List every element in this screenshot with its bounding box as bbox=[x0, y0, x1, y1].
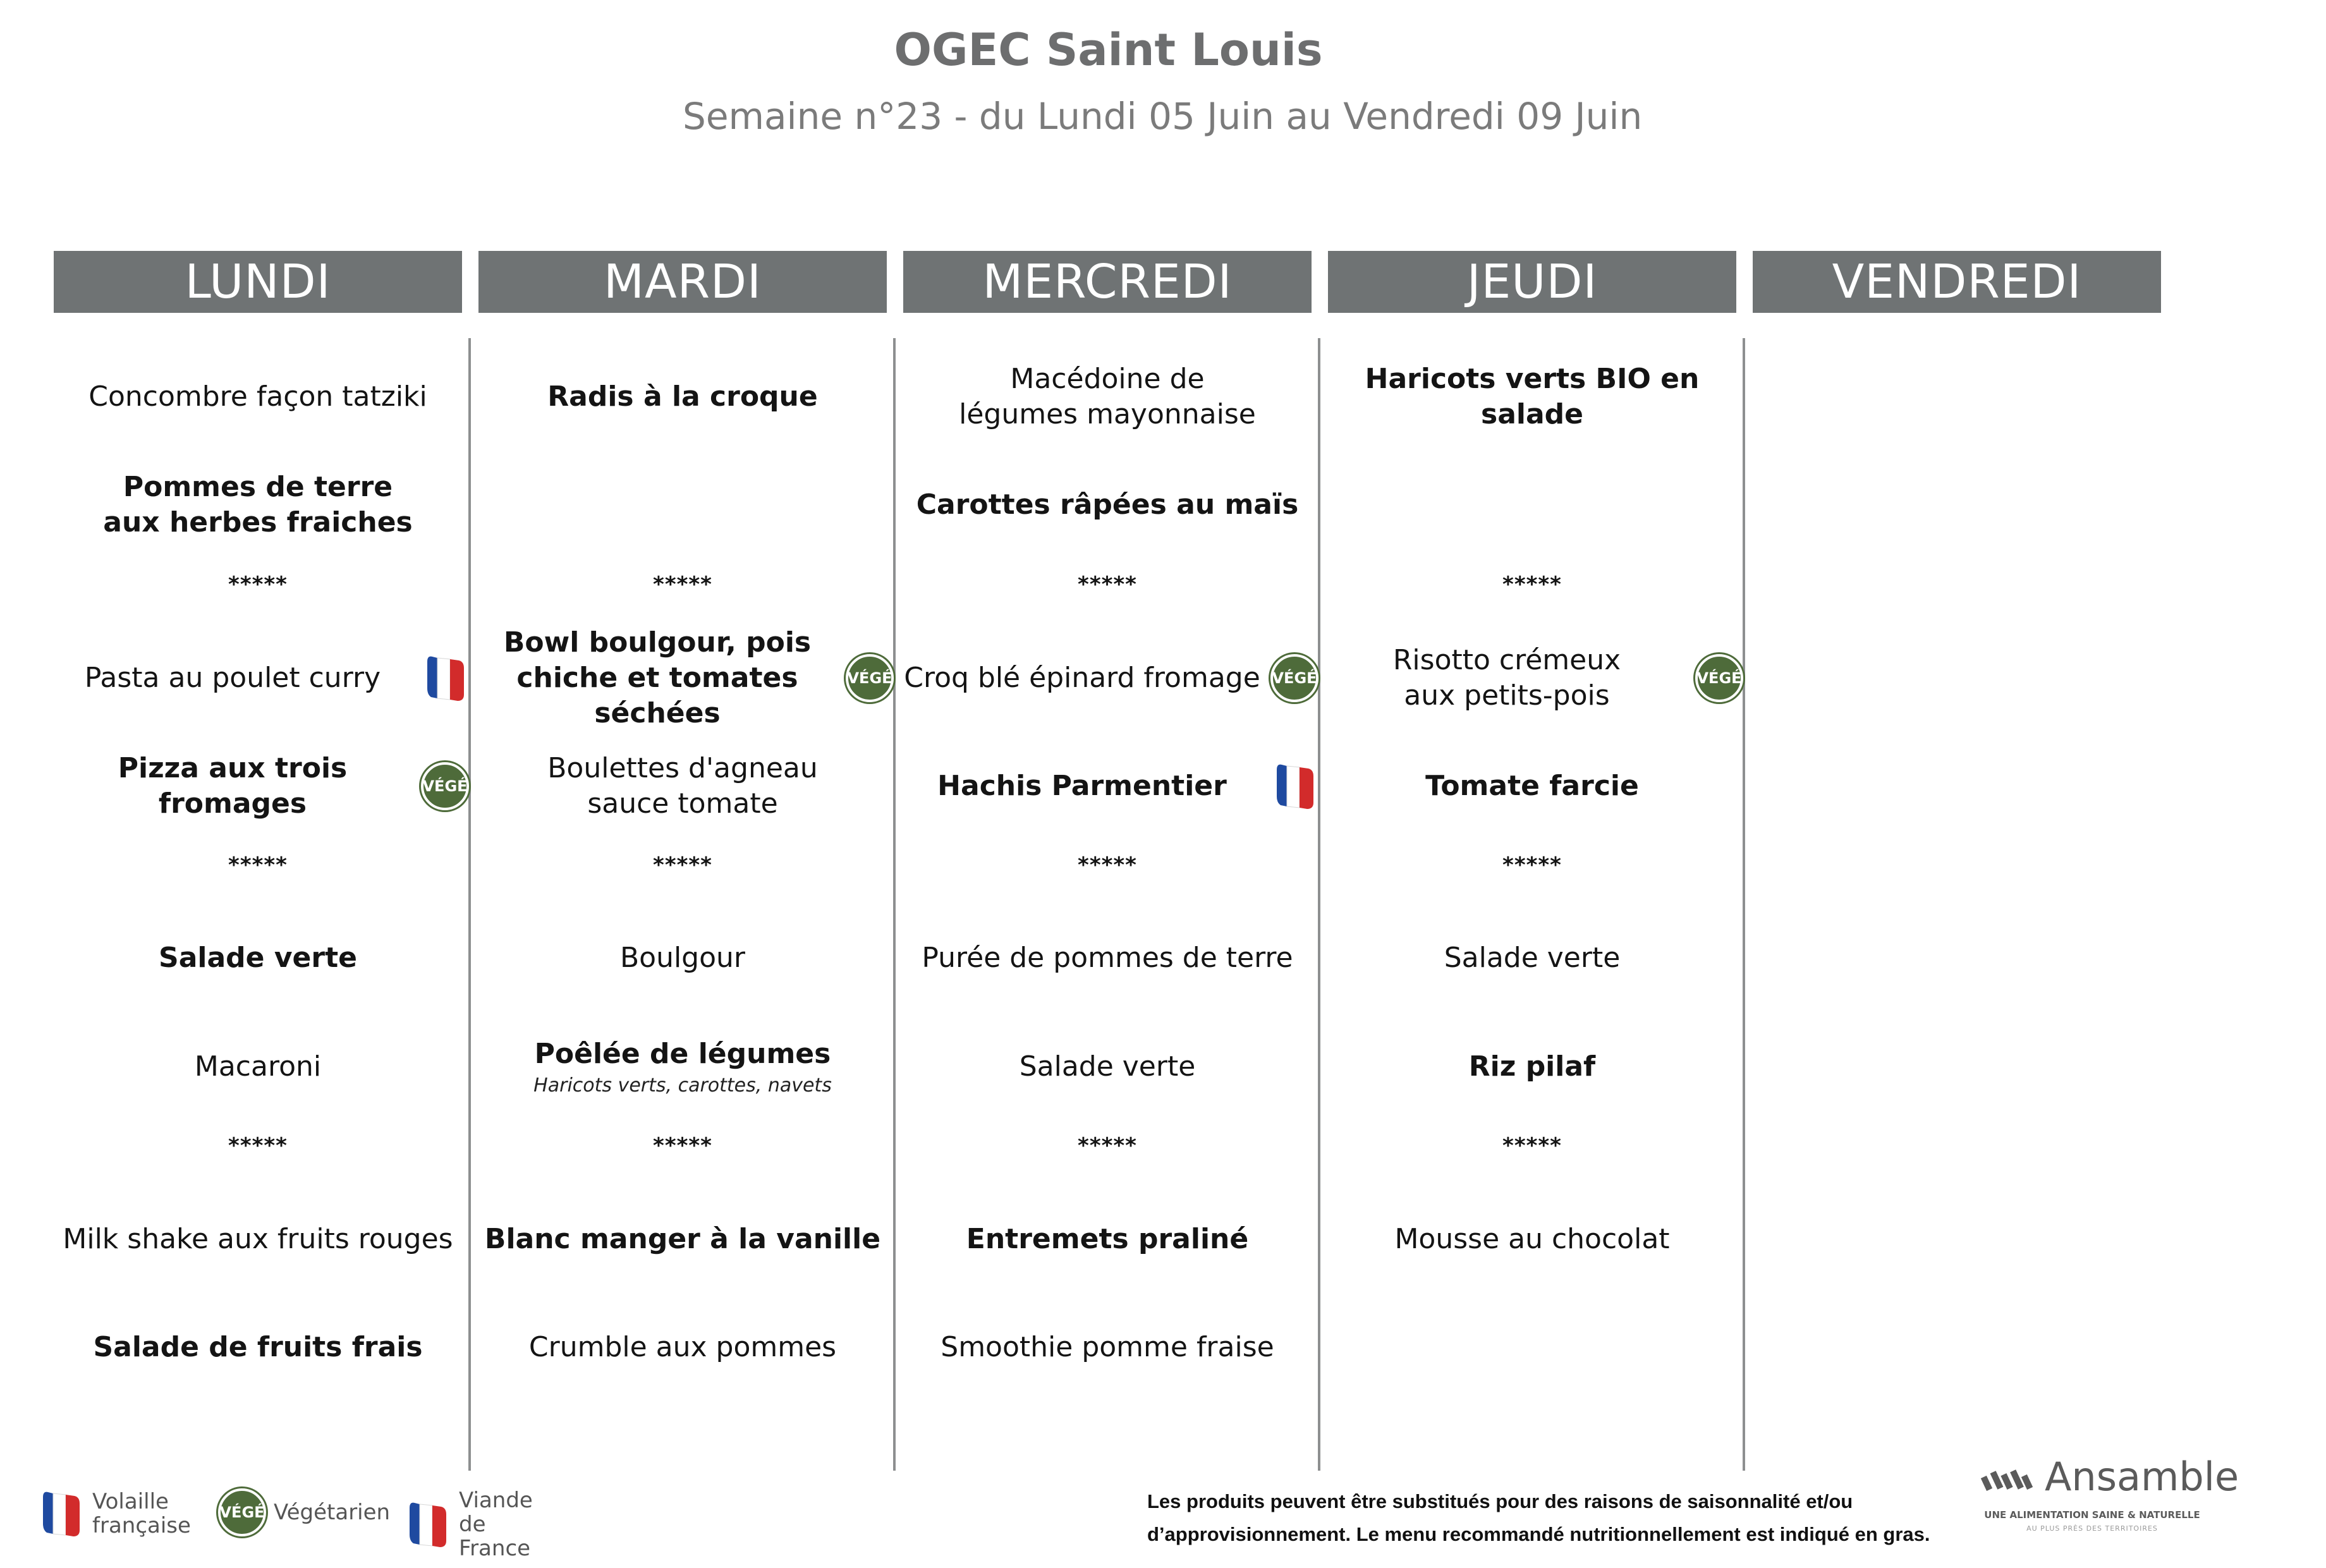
separator-stars: ***** bbox=[653, 853, 712, 878]
menu-item bbox=[894, 1192, 1321, 1287]
separator-stars: ***** bbox=[228, 572, 288, 597]
separator-stars: ***** bbox=[653, 1133, 712, 1158]
menu-item bbox=[44, 631, 472, 726]
menu-item-label: Risotto crémeux aux petits-pois bbox=[1392, 644, 1621, 712]
flag-icon bbox=[1272, 761, 1318, 811]
menu-item-label: Smoothie pomme fraise bbox=[941, 1331, 1274, 1363]
menu-item-label: Poêlée de légumes bbox=[534, 1038, 831, 1070]
course-separator bbox=[894, 1098, 1321, 1193]
menu-item-label: Blanc manger à la vanille bbox=[484, 1223, 881, 1255]
separator-stars: ***** bbox=[653, 572, 712, 597]
legend-item bbox=[218, 1488, 390, 1536]
day-header-lundi: LUNDI bbox=[54, 251, 462, 313]
menu-item-label: Concombre façon tatziki bbox=[88, 380, 427, 413]
menu-item-label: Salade verte bbox=[1444, 942, 1621, 974]
menu-item-label: Salade de fruits frais bbox=[93, 1331, 423, 1363]
menu-item bbox=[1318, 349, 1746, 444]
day-column-vendredi bbox=[1743, 338, 2171, 1471]
menu-item-label: Bowl boulgour, pois chiche et tomates séchées bbox=[503, 626, 812, 729]
legend-item bbox=[405, 1488, 533, 1560]
separator-stars: ***** bbox=[1078, 1133, 1137, 1158]
menu-item bbox=[44, 1300, 472, 1395]
course-separator bbox=[44, 818, 472, 913]
day-column-mardi bbox=[469, 338, 896, 1471]
menu-item bbox=[1318, 1192, 1746, 1287]
course-separator bbox=[894, 818, 1321, 913]
menu-item-label: Tomate farcie bbox=[1425, 770, 1639, 802]
day-header-vendredi: VENDREDI bbox=[1753, 251, 2161, 313]
page-title: OGEC Saint Louis bbox=[894, 24, 1323, 76]
menu-item-label: Salade verte bbox=[1019, 1050, 1196, 1083]
menu-item-label: Riz pilaf bbox=[1468, 1050, 1596, 1083]
menu-item-label: Boulgour bbox=[619, 942, 746, 974]
course-separator bbox=[44, 1098, 472, 1193]
legend-label: Végétarien bbox=[274, 1500, 391, 1525]
menu-item-label: Macédoine de légumes mayonnaise bbox=[959, 363, 1256, 430]
menu-item-label: Pommes de terre aux herbes fraiches bbox=[103, 471, 413, 538]
day-header-mercredi: MERCREDI bbox=[903, 251, 1312, 313]
menu-item bbox=[469, 349, 896, 444]
legend-label: Viande de France bbox=[459, 1488, 533, 1561]
separator-stars: ***** bbox=[228, 853, 288, 878]
menu-item bbox=[469, 626, 896, 729]
separator-stars: ***** bbox=[228, 1133, 288, 1158]
menu-item-label: Purée de pommes de terre bbox=[922, 942, 1293, 974]
course-separator bbox=[894, 537, 1321, 632]
menu-item-label: Croq blé épinard fromage bbox=[904, 662, 1260, 694]
course-separator bbox=[469, 818, 896, 913]
menu-item bbox=[44, 1192, 472, 1287]
menu-item bbox=[469, 1192, 896, 1287]
vege-icon: VÉGÉ bbox=[1695, 654, 1743, 702]
separator-stars: ***** bbox=[1502, 853, 1562, 878]
brand-logo bbox=[1978, 1454, 2239, 1542]
vege-icon: VÉGÉ bbox=[846, 654, 894, 702]
vege-icon: VÉGÉ bbox=[218, 1488, 266, 1536]
ansamble-logo-icon bbox=[1978, 1457, 2042, 1508]
brand-tagline: UNE ALIMENTATION SAINE & NATURELLE bbox=[1984, 1509, 2200, 1521]
menu-item bbox=[469, 1300, 896, 1395]
footnote: Les produits peuvent être substitués pour des raisons de saisonnalité et/ou d’approvisionnement. Le menu recommandé nutritionnellement est indiqué en gras. bbox=[1147, 1490, 1930, 1545]
separator-stars: ***** bbox=[1502, 1133, 1562, 1158]
flag-icon bbox=[422, 653, 469, 703]
menu-item-label: Haricots verts BIO en salade bbox=[1365, 363, 1700, 430]
course-separator bbox=[44, 537, 472, 632]
menu-item-label: Pasta au poulet curry bbox=[84, 662, 381, 694]
separator-stars: ***** bbox=[1502, 572, 1562, 597]
menu-item-detail: Haricots verts, carottes, navets bbox=[533, 1074, 832, 1097]
menu-item-label: Salade verte bbox=[159, 942, 357, 974]
day-header-jeudi: JEUDI bbox=[1328, 251, 1736, 313]
day-column-lundi bbox=[44, 338, 472, 1471]
menu-item bbox=[894, 911, 1321, 1006]
menu-item-label: Macaroni bbox=[194, 1050, 322, 1083]
menu-item bbox=[894, 349, 1321, 444]
page-subtitle: Semaine n°23 - du Lundi 05 Juin au Vendredi 09 Juin bbox=[683, 95, 1643, 138]
legend-label: Volaille française bbox=[92, 1489, 191, 1538]
menu-item bbox=[44, 911, 472, 1006]
vege-icon: VÉGÉ bbox=[1270, 654, 1318, 702]
separator-stars: ***** bbox=[1078, 853, 1137, 878]
menu-item-label: Radis à la croque bbox=[547, 380, 818, 413]
menu-item bbox=[1318, 631, 1746, 726]
course-separator bbox=[469, 1098, 896, 1193]
course-separator bbox=[469, 537, 896, 632]
course-separator bbox=[1318, 1098, 1746, 1193]
menu-item bbox=[44, 349, 472, 444]
menu-item bbox=[894, 1300, 1321, 1395]
menu-item bbox=[469, 911, 896, 1006]
vege-icon: VÉGÉ bbox=[421, 762, 469, 810]
menu-item bbox=[894, 631, 1321, 726]
brand-tagline-secondary: AU PLUS PRÈS DES TERRITOIRES bbox=[2026, 1524, 2158, 1533]
brand-name: Ansamble bbox=[2045, 1454, 2239, 1500]
course-separator bbox=[1318, 537, 1746, 632]
day-header-mardi: MARDI bbox=[478, 251, 887, 313]
menu-item-label: Milk shake aux fruits rouges bbox=[63, 1223, 453, 1255]
menu-item bbox=[1318, 911, 1746, 1006]
menu-item-label: Mousse au chocolat bbox=[1394, 1223, 1670, 1255]
menu-item-label: Entremets praliné bbox=[966, 1223, 1249, 1255]
menu-item-label: Boulettes d'agneau sauce tomate bbox=[547, 752, 818, 820]
separator-stars: ***** bbox=[1078, 572, 1137, 597]
menu-item-label: Carottes râpées au maïs bbox=[916, 489, 1299, 521]
flag-icon bbox=[405, 1499, 451, 1550]
course-separator bbox=[1318, 818, 1746, 913]
flag-icon bbox=[38, 1488, 85, 1539]
menu-item-label: Hachis Parmentier bbox=[937, 770, 1227, 802]
day-column-mercredi bbox=[894, 338, 1321, 1471]
menu-item-label: Pizza aux trois fromages bbox=[118, 752, 348, 820]
day-column-jeudi bbox=[1318, 338, 1746, 1471]
menu-item-label: Crumble aux pommes bbox=[528, 1331, 837, 1363]
legend-item bbox=[38, 1488, 191, 1539]
